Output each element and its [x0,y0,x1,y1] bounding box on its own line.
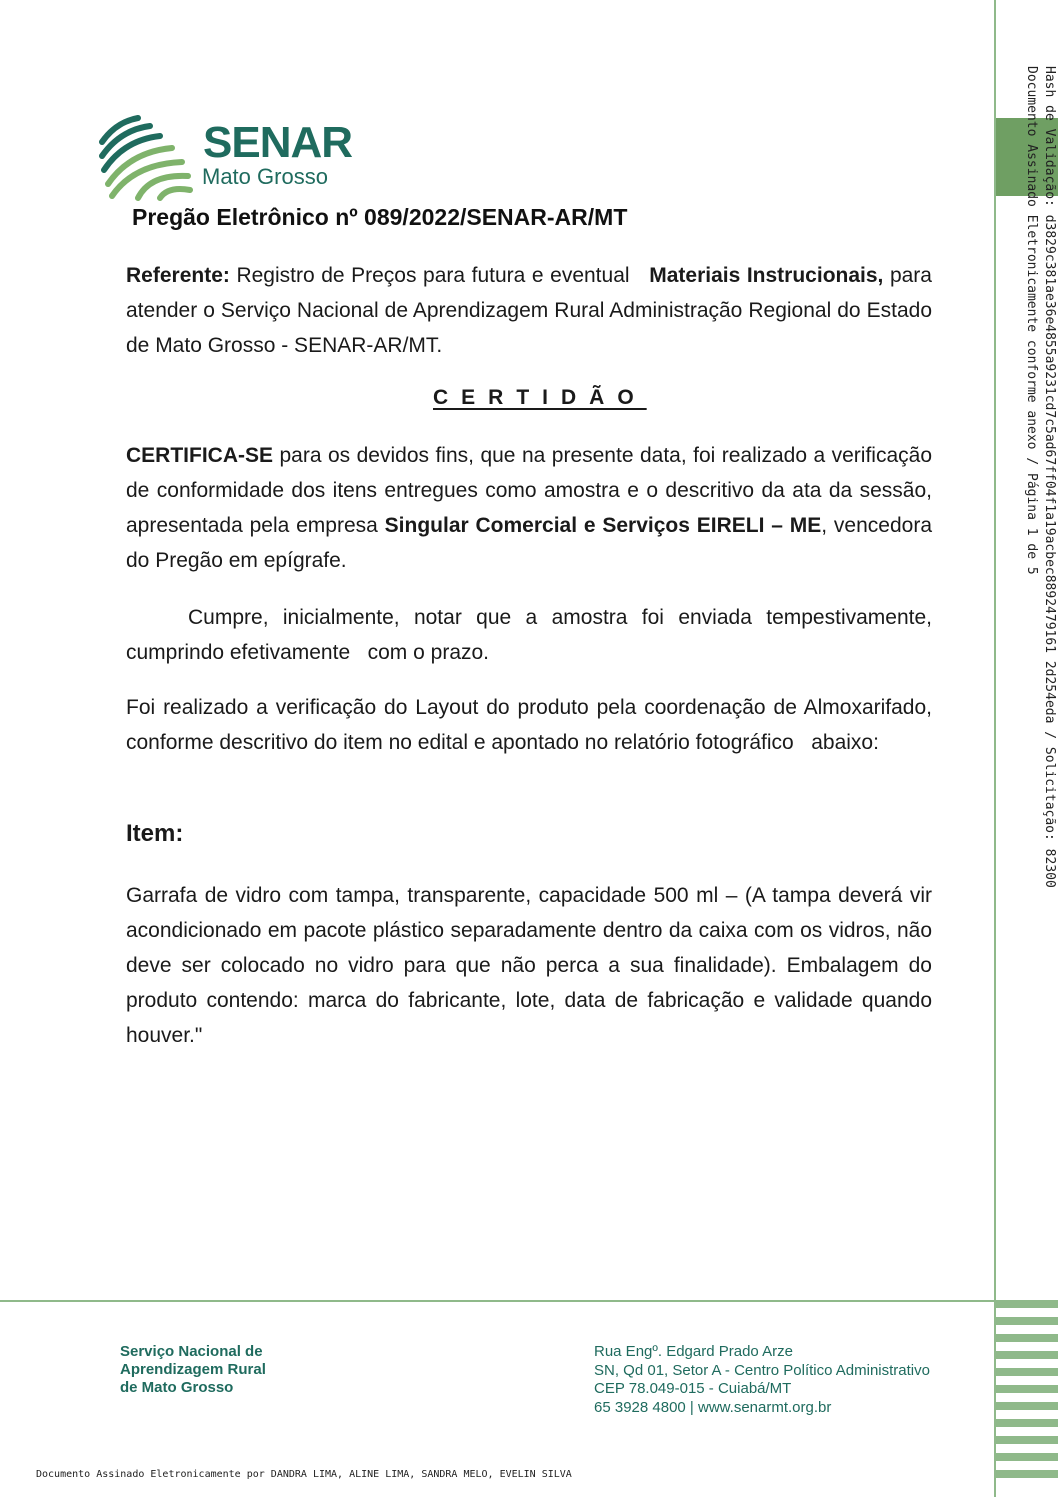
footer-address-line: Rua Engº. Edgard Prado Arze [594,1343,793,1360]
foi-paragraph: Foi realizado a verificação do Layout do produto pela coordenação de Almoxarifado, conforme descritivo do item no edital e apontado no relatório fotográfico abaixo: [126,696,938,754]
cumpre-paragraph: Cumpre, inicialmente, notar que a amostra foi enviada tempestivamente, cumprindo efetivamente com o prazo. [126,606,938,664]
footer-org-line: de Mato Grosso [120,1379,234,1396]
right-margin-rule [994,0,996,1497]
signature-notice: Documento Assinado Eletronicamente por DANDRA LIMA, ALINE LIMA, SANDRA MELO, EVELIN SILVA [36,1469,572,1480]
footer-org-line: Serviço Nacional de [120,1343,263,1360]
certifica-paragraph [126,438,932,578]
footer-address-line: CEP 78.049-015 - Cuiabá/MT [594,1380,792,1397]
referente-bold: Materiais Instrucionais, [649,264,884,287]
certifica-text-2: , vencedora do Pregão em epígrafe. [126,514,932,572]
footer-address-line: SN, Qd 01, Setor A - Centro Político Administrativo [594,1361,930,1379]
referente-text-1: Registro de Preços para futura e eventual [229,264,650,287]
item-heading: Item: [126,820,184,847]
right-margin-stripes [996,1300,1058,1490]
senar-logo [98,112,378,202]
footer-org-line: Aprendizagem Rural [120,1361,266,1378]
referente-paragraph [126,258,932,363]
footer-address-line: 65 3928 4800 | www.senarmt.org.br [594,1398,832,1416]
wheat-logo-icon [98,112,198,202]
referente-text-2: para atender o Serviço Nacional de Aprendizagem Rural Administração Regional do Estado de Mato Grosso - SENAR-AR/MT. [126,264,932,357]
item-description: Garrafa de vidro com tampa, transparente, capacidade 500 ml – (A tampa deverá vir acondicionado em pacote plástico separadamente dentro da caixa com os vidros, não deve ser colocado no vidro para que não perca a sua finalidade). Embalagem do produto contendo: marca do fabricante, lote, data de fabricação e validade quando houver." [126,884,932,1047]
validation-hash: Hash de Validação: d3829c381ae36e4855a9231cd7c5ad67ff04f1a19acbec8892479161 2d254eda / Solicitação: 82300 [1042,66,1057,888]
logo-wordmark: SENAR [203,118,353,167]
footer-organization [120,1343,266,1397]
certidao-heading: CERTIDÃO [433,386,647,409]
certifica-label: CERTIFICA-SE [126,444,273,467]
company-name: Singular Comercial e Serviços EIRELI – ME [384,514,822,537]
signed-document-notice: Documento Assinado Eletronicamente conforme anexo / Página 1 de 5 [1024,66,1039,575]
referente-label: Referente: [126,264,230,287]
certifica-text-1: para os devidos fins, que na presente data, foi realizado a verificação de conformidade dos itens entregues como amostra e o descritivo da ata da sessão, apresentada pela empresa [126,444,932,537]
footer-address [594,1343,930,1417]
footer-rule [0,1300,994,1302]
document-title: Pregão Eletrônico nº 089/2022/SENAR-AR/MT [132,204,628,230]
logo-subtitle: Mato Grosso [202,164,328,189]
